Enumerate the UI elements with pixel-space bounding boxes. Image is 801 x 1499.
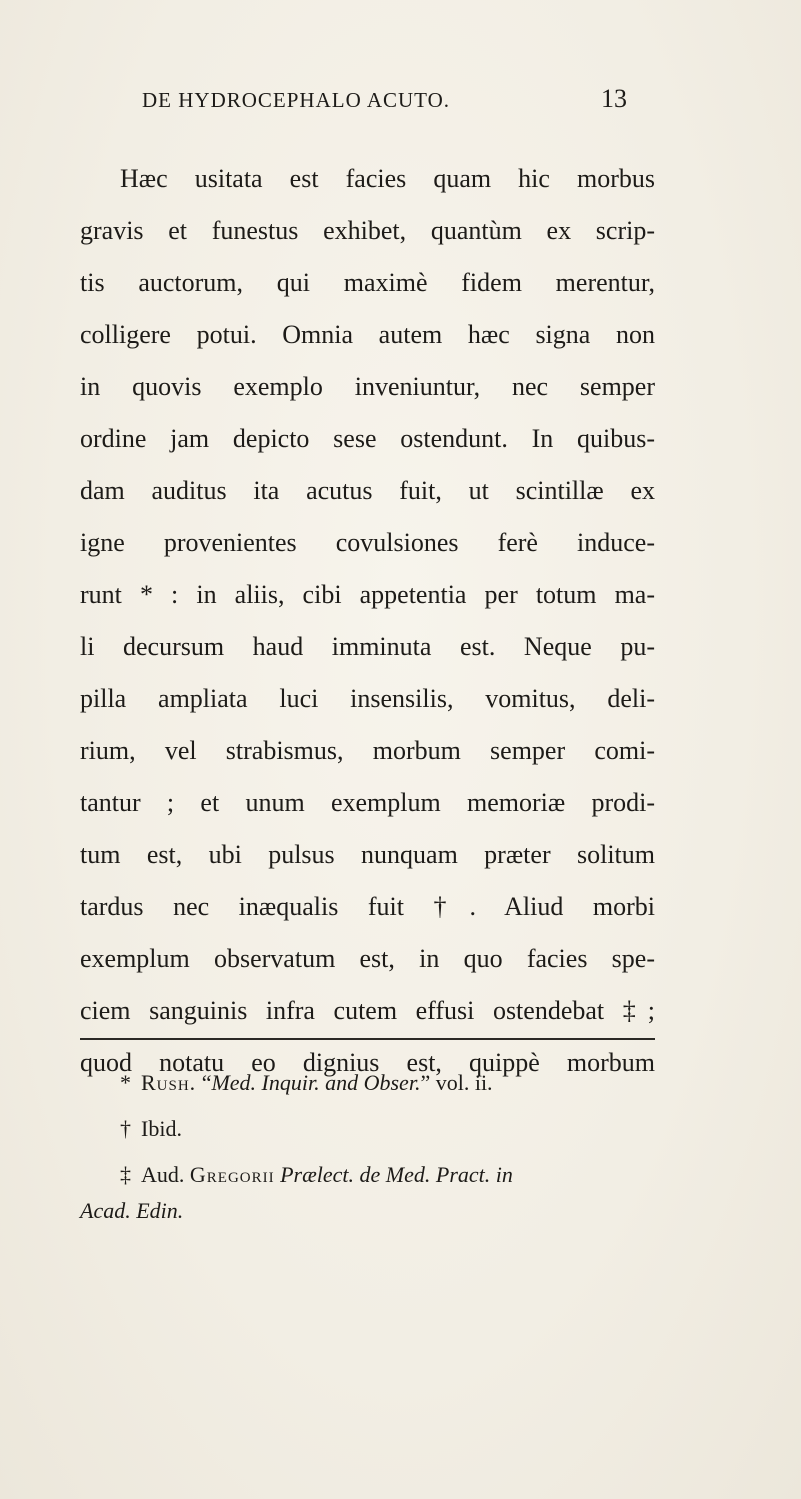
text-line: rium, vel strabismus, morbum semper comi-	[80, 736, 655, 765]
footnote-2	[80, 1106, 655, 1152]
footnote-lead: Aud.	[141, 1162, 185, 1187]
footnote-divider	[80, 1038, 655, 1040]
text-line: gravis et funestus exhibet, quantùm ex scrip-	[80, 216, 655, 245]
text-line: quod notatu eo dignius est, quippè morbum	[80, 1048, 655, 1077]
text-line: ordine jam depicto sese ostendunt. In quibus-	[80, 424, 655, 453]
footnote-title: Med. Inquir. and Obser.	[211, 1070, 421, 1095]
text-line: exemplum observatum est, in quo facies spe-	[80, 944, 655, 973]
text-line: tum est, ubi pulsus nunquam præter solitum	[80, 840, 655, 869]
text-line: li decursum haud imminuta est. Neque pu-	[80, 632, 655, 661]
text-line: igne provenientes covulsiones ferè induce-	[80, 528, 655, 557]
text-line: colligere potui. Omnia autem hæc signa non	[80, 320, 655, 349]
footnotes	[80, 1060, 655, 1234]
footnote-mark: ‡	[120, 1162, 131, 1187]
text-line: pilla ampliata luci insensilis, vomitus, deli-	[80, 684, 655, 713]
text-line: tis auctorum, qui maximè fidem merentur,	[80, 268, 655, 297]
text-line: ciem sanguinis infra cutem effusi ostendebat ‡;	[80, 996, 655, 1025]
footnote-author: Gregorii	[189, 1162, 275, 1187]
footnote-volume: vol. ii.	[435, 1070, 493, 1095]
text-line: Hæc usitata est facies quam hic morbus	[120, 164, 655, 193]
footnote-mark: *	[120, 1070, 131, 1095]
footnote-mark: †	[120, 1116, 131, 1141]
open-quote: “	[201, 1070, 212, 1095]
text-line: dam auditus ita acutus fuit, ut scintillæ ex	[80, 476, 655, 505]
footnote-author: Rush.	[141, 1070, 197, 1095]
text-line: runt * : in aliis, cibi appetentia per totum ma-	[80, 580, 655, 609]
text-line: tardus nec inæqualis fuit †. Aliud morbi	[80, 892, 655, 921]
text-line: tantur ; et unum exemplum memoriæ prodi-	[80, 788, 655, 817]
footnote-title-continued: Acad. Edin.	[80, 1198, 184, 1223]
text-line: in quovis exemplo inveniuntur, nec semper	[80, 372, 655, 401]
page-number: 13	[601, 84, 627, 113]
footnote-text: Ibid.	[141, 1116, 182, 1141]
footnote-title: Prælect. de Med. Pract. in	[280, 1162, 513, 1187]
running-title: DE HYDROCEPHALO ACUTO.	[142, 88, 451, 112]
footnote-1	[80, 1060, 655, 1106]
running-header	[142, 84, 627, 124]
close-quote: ”	[420, 1070, 431, 1095]
body-paragraph	[80, 153, 655, 1089]
